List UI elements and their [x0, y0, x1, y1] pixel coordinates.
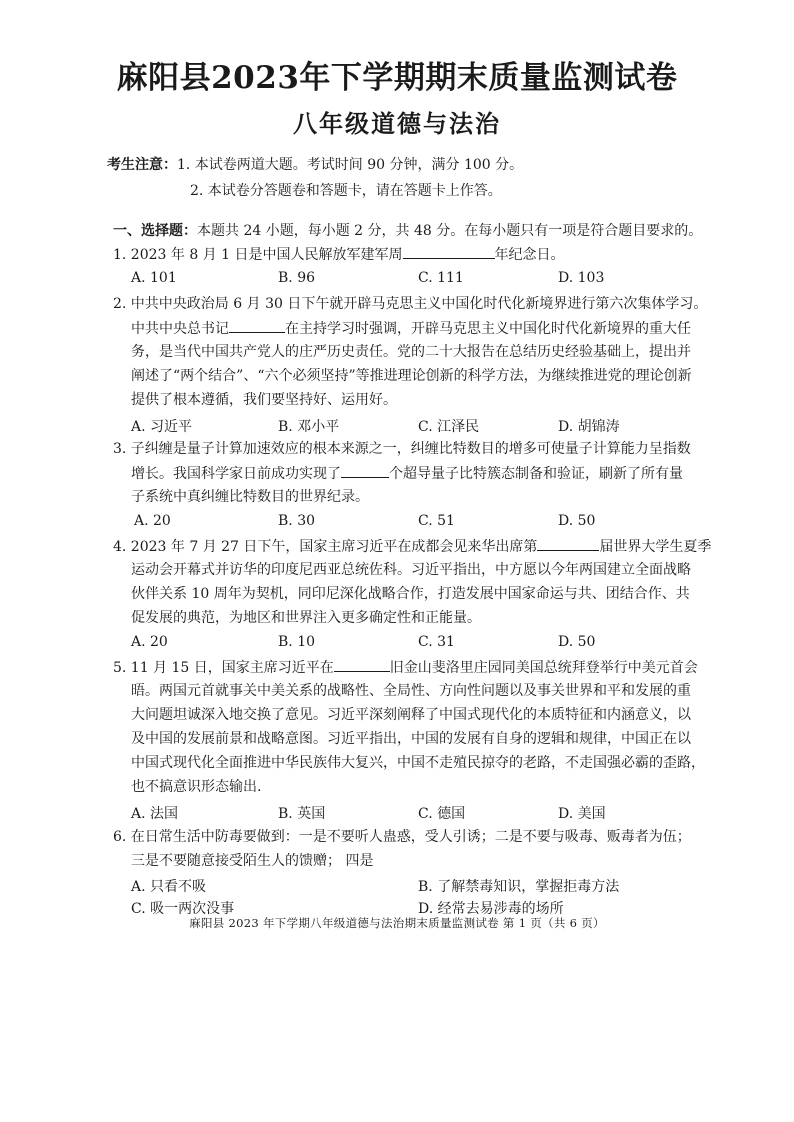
question-4-option-c: C. 31	[418, 634, 455, 650]
page-subtitle: 八年级道德与法治	[293, 109, 501, 138]
question-4-option-b: B. 10	[278, 634, 316, 650]
question-2-option-d: D. 胡锦涛	[558, 419, 620, 435]
question-4-line-3: 伙伴关系 10 周年为契机，同印尼深化战略合作，打造发展中国家命运与共、团结合作、共	[131, 586, 690, 602]
notice-line-1	[107, 156, 523, 174]
page-footer: 麻阳县 2023 年下学期八年级道德与法治期末质量监测试卷 第 1 页（共 6 页）	[189, 916, 605, 930]
question-4-option-d: D. 50	[558, 634, 596, 650]
question-5-option-a: A. 法国	[131, 806, 179, 822]
question-5-line-3: 大问题坦诚深入地交换了意见。习近平深刻阐释了中国式现代化的本质特征和内涵意义，以	[131, 707, 691, 723]
answer-blank	[229, 319, 285, 333]
question-6-option-a: A. 只看不吸	[131, 879, 207, 895]
question-text: 中共中央总书记	[131, 321, 229, 337]
question-5-line-6: 也不搞意识形态输出.	[131, 779, 262, 795]
question-1-option-d: D. 103	[558, 270, 605, 286]
question-3-line-1: 3. 子纠缠是量子计算加速效应的根本来源之一，纠缠比特数目的增多可使量子计算能力呈指数	[113, 441, 691, 457]
question-2-line-3: 务，是当代中国共产党人的庄严历史责任。党的二十大报告在总结历史经验基础上，提出并	[131, 344, 691, 360]
question-5-option-c: C. 德国	[418, 806, 466, 822]
answer-blank	[341, 464, 389, 478]
section-desc: 本题共 24 小题，每小题 2 分，共 48 分。在每小题只有一项是符合题目要求的。	[197, 223, 703, 239]
notice-label: 考生注意：	[107, 157, 177, 173]
page-title: 麻阳县2023年下学期期末质量监测试卷	[116, 60, 678, 96]
question-2-option-a: A. 习近平	[131, 419, 193, 435]
question-4-line-4: 促发展的典范，为地区和世界注入更多确定性和正能量。	[131, 610, 481, 626]
question-2-option-b: B. 邓小平	[278, 419, 340, 435]
question-6-option-b: B. 了解禁毒知识，掌握拒毒方法	[418, 879, 620, 895]
question-6-line-1: 6. 在日常生活中防毒要做到：一是不要听人蛊惑，受人引诱；二是不要与吸毒、贩毒者为伍；	[113, 829, 691, 845]
question-text: 5. 11 月 15 日，国家主席习近平在	[113, 660, 334, 676]
question-2-line-1: 2. 中共中央政治局 6 月 30 日下午就开辟马克思主义中国化时代化新境界进行第六次集体学习。	[113, 296, 708, 312]
question-6-option-d: D. 经常去易涉毒的场所	[418, 901, 564, 917]
question-1-line-1	[113, 245, 565, 264]
question-5-line-4: 及中国的发展前景和战略意图。习近平指出，中国的发展有自身的逻辑和规律，中国正在以	[131, 731, 691, 747]
question-5-line-1	[113, 658, 698, 677]
question-1-option-c: C. 111	[418, 270, 464, 286]
question-5-option-d: D. 美国	[558, 806, 606, 822]
question-6-option-c: C. 吸一两次没事	[131, 901, 235, 917]
question-4-option-a: A. 20	[131, 634, 168, 650]
question-3-line-2	[131, 464, 683, 483]
question-3-line-3: 子系统中真纠缠比特数目的世界纪录。	[131, 489, 369, 505]
question-text: 旧金山斐洛里庄园同美国总统拜登举行中美元首会	[389, 660, 698, 676]
question-text: 届世界大学生夏季	[599, 539, 712, 555]
question-5-line-2: 晤。两国元首就事关中美关系的战略性、全局性、方向性问题以及事关世界和平和发展的重	[131, 683, 691, 699]
question-2-option-c: C. 江泽民	[418, 419, 480, 435]
question-5-option-b: B. 英国	[278, 806, 326, 822]
question-text: 增长。我国科学家日前成功实现了	[131, 466, 341, 482]
notice-line-2: 2. 本试卷分答题卷和答题卡，请在答题卡上作答。	[190, 183, 502, 199]
question-2-line-4: 阐述了“两个结合”、“六个必须坚持”等推进理论创新的科学方法，为继续推进党的理论创新	[131, 368, 692, 384]
question-text: 1. 2023 年 8 月 1 日是中国人民解放军建军周	[113, 247, 403, 263]
question-6-line-2: 三是不要随意接受陌生人的馈赠； 四是	[131, 853, 374, 869]
question-3-option-c: C. 51	[418, 513, 455, 529]
answer-blank	[537, 537, 599, 551]
answer-blank	[334, 658, 390, 672]
section-heading	[113, 222, 702, 240]
question-3-option-d: D. 50	[558, 513, 596, 529]
question-4-line-2: 运动会开幕式并访华的印度尼西亚总统佐科。习近平指出，中方愿以今年两国建立全面战略	[131, 562, 691, 578]
answer-blank	[403, 245, 495, 259]
question-text: 在主持学习时强调，开辟马克思主义中国化时代化新境界的重大任	[285, 321, 691, 337]
question-1-option-a: A. 101	[131, 270, 177, 286]
question-4-line-1	[113, 537, 711, 556]
question-3-option-b: B. 30	[278, 513, 316, 529]
question-1-option-b: B. 96	[278, 270, 316, 286]
question-5-line-5: 中国式现代化全面推进中华民族伟大复兴，中国不走殖民掠夺的老路，不走国强必霸的歪路，	[131, 755, 705, 771]
section-label: 一、选择题：	[113, 223, 197, 239]
question-text: 个超导量子比特簇态制备和验证，刷新了所有量	[389, 466, 683, 482]
question-2-line-5: 提供了根本遵循，我们要坚持好、运用好。	[131, 392, 397, 408]
question-text: 年纪念日。	[494, 247, 565, 263]
question-text: 4. 2023 年 7 月 27 日下午，国家主席习近平在成都会见来华出席第	[113, 539, 538, 555]
question-2-line-2	[131, 319, 691, 338]
question-3-option-a: A. 20	[134, 513, 171, 529]
notice-text-1: 1. 本试卷两道大题。考试时间 90 分钟，满分 100 分。	[177, 157, 524, 173]
